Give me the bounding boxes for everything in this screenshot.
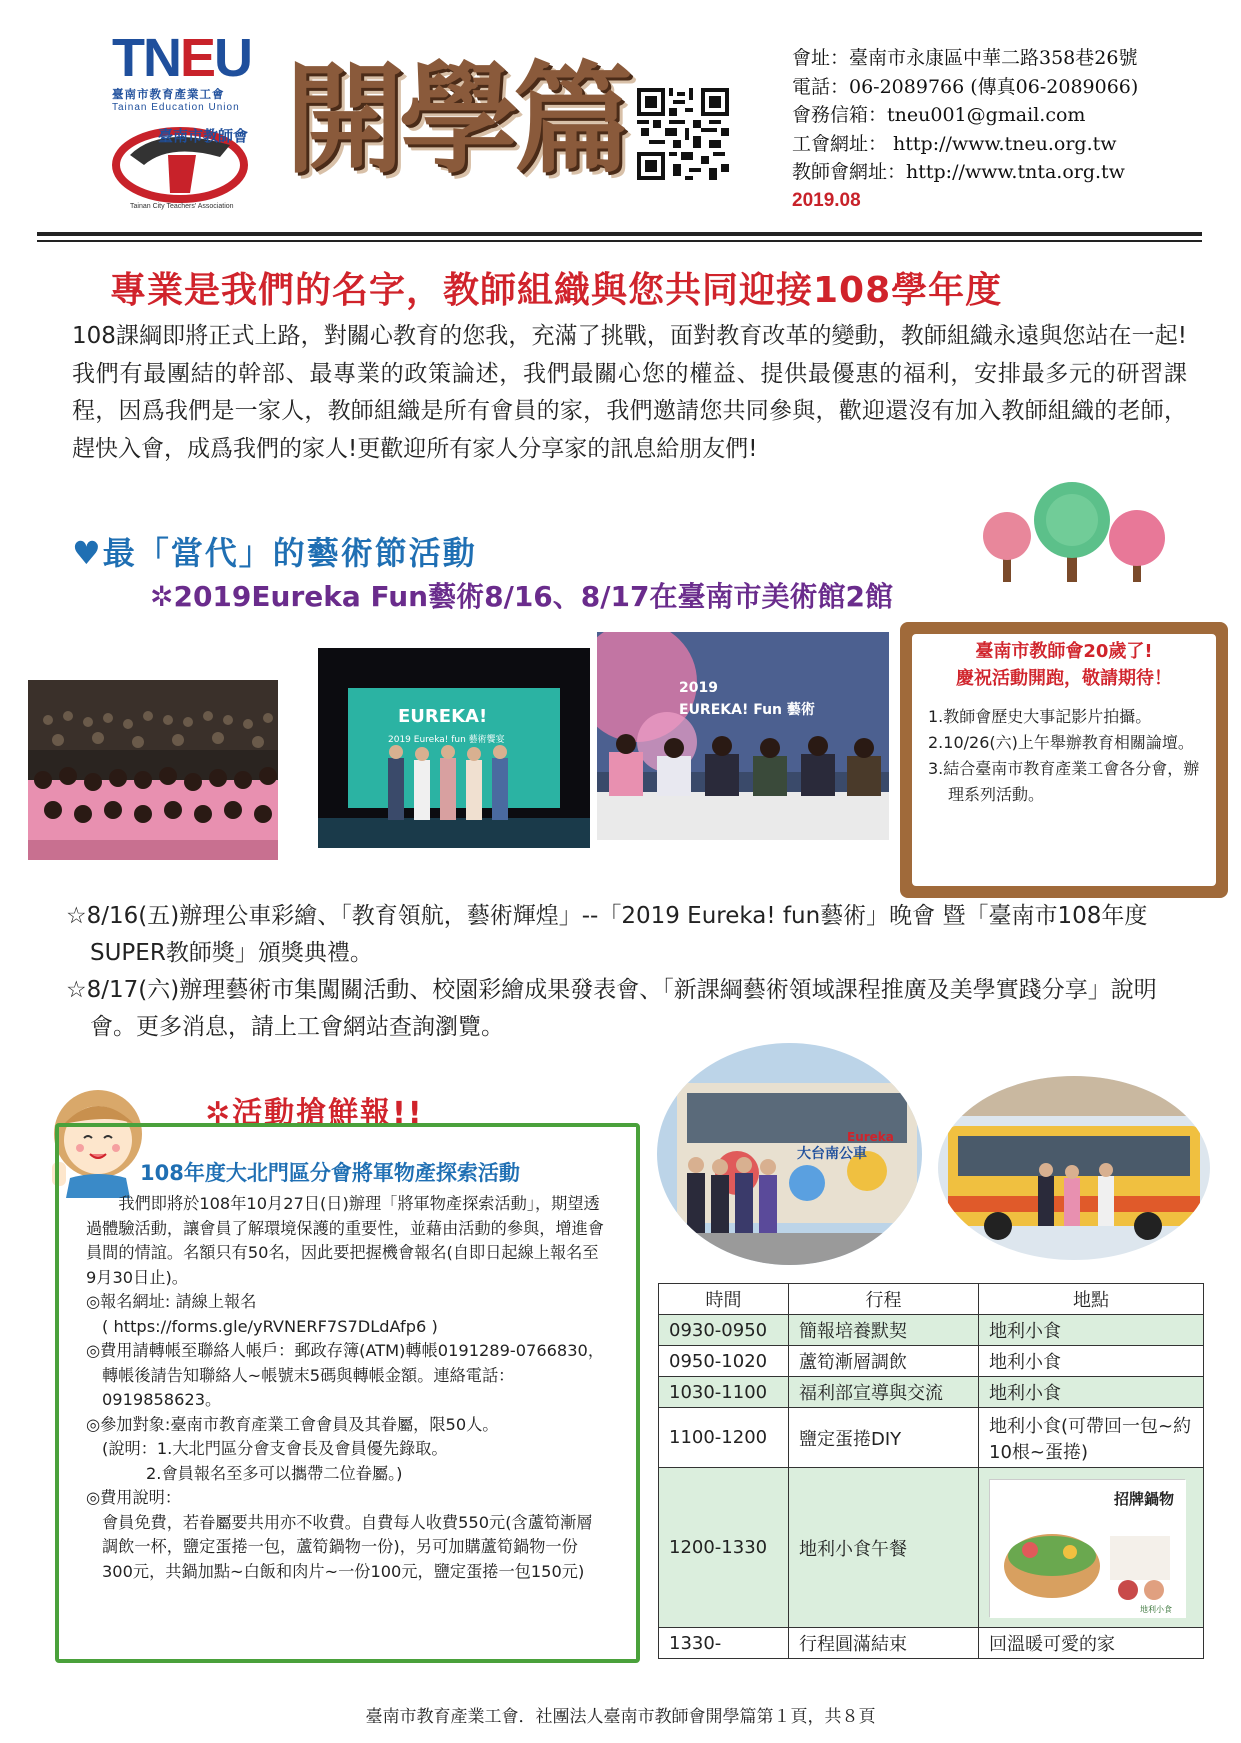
anniversary-title-line2: 慶祝活動開跑，敬請期待！ (956, 668, 1172, 689)
note-line2: 2.會員報名至多可以攜帶二位眷屬。) (146, 1463, 403, 1483)
signup-label: ◎報名網址: 請線上報名 (86, 1292, 257, 1311)
tta-english-name: Tainan City Teachers' Association (130, 203, 234, 210)
anniversary-list (928, 704, 1200, 808)
event-item: ☆8/16(五)辦理公車彩繪、「教育領航，藝術輝煌」--「2019 Eureka! fun藝術」晚會 暨「臺南市108年度SUPER教師獎」頒獎典禮。 (66, 903, 1148, 966)
cell-item: 地利小食午餐 (789, 1468, 979, 1628)
art-festival-title: ♥最「當代」的藝術節活動 (72, 534, 477, 572)
panel-banner-text: EUREKA! Fun 藝術 (679, 702, 815, 718)
photo-panel-forum (597, 632, 889, 840)
cell-time: 1100-1200 (659, 1408, 789, 1468)
anniversary-item: 3.結合臺南市教育產業工會各分會，辦理系列活動。 (928, 759, 1200, 804)
art-festival-subtitle: ✲2019Eureka Fun藝術8/16、8/17在臺南市美術館2館 (150, 580, 893, 613)
anniversary-item: 1.教師會歷史大事記影片拍攝。 (928, 707, 1152, 726)
photo-stage-ceremony (318, 648, 590, 848)
tneu-logo (112, 28, 282, 113)
anniversary-notice-board (898, 620, 1230, 900)
header-divider-thin (37, 240, 1202, 242)
activity-intro: 我們即將於108年10月27日(日)辦理「將軍物產探索活動」，期望透過體驗活動，讓會員了解環境保護的重要性，並藉由活動的參與，增進會員間的情誼。名額只有50名，因此要把握機會報名(自即日起線上報名至9月30日止)。 (86, 1194, 604, 1287)
trees-illustration-icon (975, 478, 1175, 588)
page-footer: 臺南市教育產業工會．社團法人臺南市教師會開學篇第１頁，共８頁 (365, 1707, 876, 1727)
cell-time: 0930-0950 (659, 1315, 789, 1346)
cell-time: 1200-1330 (659, 1468, 789, 1628)
contact-email[interactable]: 會務信箱：tneu001@gmail.com (792, 104, 1086, 126)
anniversary-title-line1: 臺南市教師會20歲了! (975, 641, 1153, 662)
cell-time: 0950-1020 (659, 1346, 789, 1377)
note-line1: (說明：1.大北門區分會支會長及會員優先錄取。 (102, 1439, 448, 1458)
table-row (659, 1468, 1204, 1628)
logo-english-name: Tainan Education Union (112, 102, 240, 113)
cell-place: 地利小食 (979, 1315, 1204, 1346)
table-row (659, 1346, 1204, 1377)
hotpot-menu-image-icon (990, 1480, 1186, 1618)
menu-card (989, 1479, 1185, 1617)
contact-union-url[interactable]: 工會網址： http://www.tneu.org.tw (792, 132, 1117, 155)
panel-banner-year: 2019 (679, 680, 718, 696)
qr-code-icon[interactable] (637, 88, 729, 180)
contact-phone: 電話：06-2089766 (傳真06-2089066) (792, 75, 1139, 98)
cell-place-menu (979, 1468, 1204, 1628)
teachers-association-logo (100, 115, 275, 210)
anniversary-item: 2.10/26(六)上午舉辦教育相關論壇。 (928, 733, 1194, 752)
photo-audience (28, 680, 278, 860)
table-row (659, 1628, 1204, 1659)
cell-item: 福利部宣導與交流 (789, 1377, 979, 1408)
table-row (659, 1377, 1204, 1408)
fee-payment: ◎費用請轉帳至聯絡人帳戶：郵政存簿(ATM)轉帳0191289-0766830，轉帳後請告知聯絡人~帳號末5碼與轉帳金額。連絡電話：0919858623。 (86, 1341, 605, 1409)
cell-time: 1330- (659, 1628, 789, 1659)
news-flash-title: ✲活動搶鮮報!! (205, 1096, 424, 1131)
menu-card-title: 招牌鍋物 (1114, 1489, 1175, 1508)
cell-time: 1030-1100 (659, 1377, 789, 1408)
issue-date: 2019.08 (792, 189, 861, 211)
svg-text:臺南市教師會: 臺南市教師會 (158, 127, 249, 145)
fee-label: ◎費用說明： (86, 1488, 182, 1507)
header-item: 行程 (789, 1284, 979, 1315)
cell-place: 回溫暖可愛的家 (979, 1628, 1204, 1659)
logo-chinese-name: 臺南市教育產業工會 (112, 87, 225, 101)
cell-place: 地利小食(可帶回一包~約10根~蛋捲) (979, 1408, 1204, 1468)
table-header-row (659, 1284, 1204, 1315)
page-headline: 專業是我們的名字，教師組織與您共同迎接108學年度 (110, 270, 1003, 311)
bus-label-2: Eureka (847, 1130, 894, 1144)
event-list (66, 898, 1176, 1046)
bus-label-1: 大台南公車 (797, 1146, 867, 1162)
tta-emblem-icon (100, 115, 275, 205)
contact-association-url[interactable]: 教師會網址：http://www.tnta.org.tw (792, 161, 1125, 183)
photo-bus-painting-1 (657, 1043, 922, 1265)
cell-item: 蘆筍漸層調飲 (789, 1346, 979, 1377)
cell-place: 地利小食 (979, 1377, 1204, 1408)
signup-url-link[interactable]: ( https://forms.gle/yRVNERF7S7DLdAfp6 ) (102, 1316, 438, 1336)
table-row (659, 1408, 1204, 1468)
header-divider (37, 232, 1202, 236)
event-item: ☆8/17(六)辦理藝術市集闖關活動、校園彩繪成果發表會、「新課綱藝術領域課程推廣及美學實踐分享」說明會。更多消息，請上工會網站查詢瀏覽。 (66, 977, 1157, 1040)
target-audience: ◎參加對象:臺南市教育產業工會會員及其眷屬，限50人。 (86, 1414, 499, 1434)
menu-card-brand: 地利小食 (1140, 1604, 1172, 1614)
fee-description: 會員免費，若眷屬要共用亦不收費。自費每人收費550元(含蘆筍漸層調飲一杯，鹽定蛋捲一包，蘆筍鍋物一份)，另可加購蘆筍鍋物一份300元，共鍋加點~白飯和肉片~一份100元，鹽定蛋捲一包150元) (102, 1512, 593, 1581)
contact-address: 會址：臺南市永康區中華二路358巷26號 (792, 47, 1138, 69)
header-time: 時間 (659, 1284, 789, 1315)
cell-item: 簡報培養默契 (789, 1315, 979, 1346)
stage-banner-subtext: 2019 Eureka! fun 藝術饗宴 (388, 735, 505, 745)
logo-acronym: TNEU (112, 28, 252, 88)
schedule-table (658, 1283, 1204, 1659)
cell-item: 行程圓滿結束 (789, 1628, 979, 1659)
stage-banner-text: EUREKA! (398, 706, 488, 727)
intro-paragraph: 108課綱即將正式上路，對關心教育的您我，充滿了挑戰，面對教育改革的變動，教師組織永遠與您站在一起!我們有最團結的幹部、最專業的政策論述，我們最關心您的權益、提供最優惠的福利，安排最多元的研習課程，因爲我們是一家人，教師組織是所有會員的家，我們邀請您共同參與，歡迎還沒有加入教師組織的老師，趕快入會，成爲我們的家人!更歡迎所有家人分享家的訊息給朋友們! (72, 323, 1187, 462)
header-place: 地點 (979, 1284, 1204, 1315)
masthead-title: 開學篇 (285, 49, 627, 190)
cell-item: 鹽定蛋捲DIY (789, 1408, 979, 1468)
cell-place: 地利小食 (979, 1346, 1204, 1377)
table-row (659, 1315, 1204, 1346)
photo-bus-painting-2 (938, 1076, 1210, 1260)
contact-info (792, 44, 1138, 215)
activity-body (86, 1192, 606, 1584)
activity-title: 108年度大北門區分會將軍物產探索活動 (140, 1161, 520, 1185)
